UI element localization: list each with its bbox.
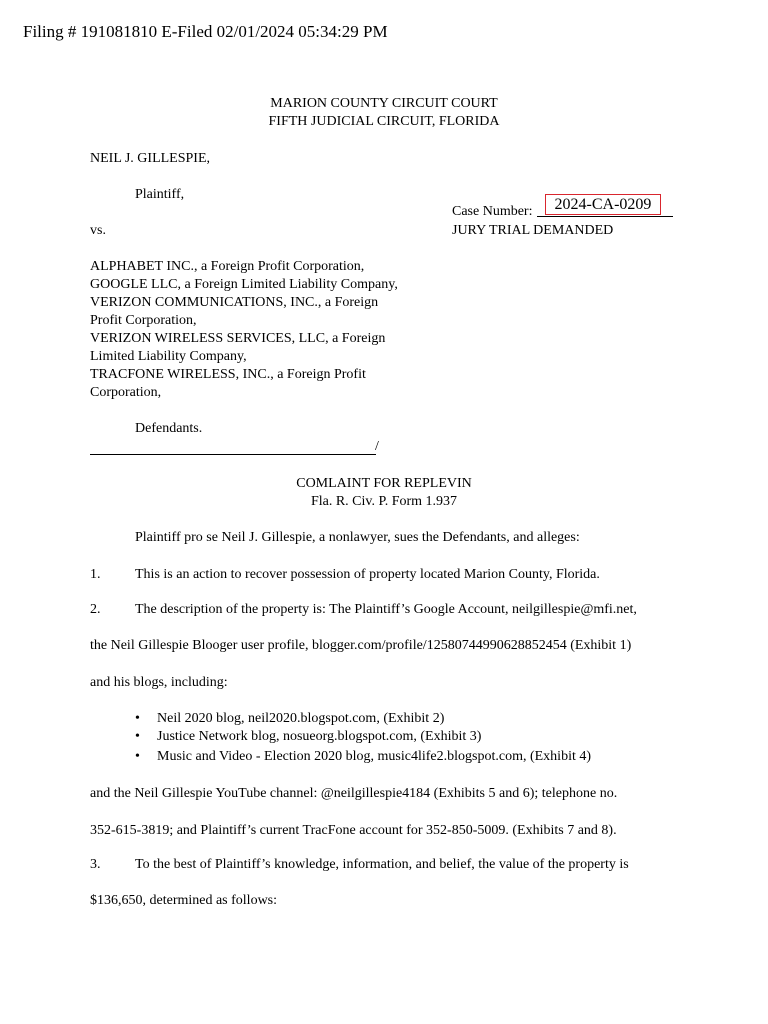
bullet-icon: • <box>135 749 140 764</box>
case-number-label: Case Number: <box>452 204 533 219</box>
defendant-line: Corporation, <box>90 385 162 400</box>
paragraph-3-line-2: $136,650, determined as follows: <box>90 893 278 908</box>
paragraph-2-line-5: 352-615-3819; and Plaintiff’s current TracFone account for 352-850-5009. (Exhibits 7 and 8). <box>90 823 617 838</box>
vs-label: vs. <box>90 223 106 238</box>
paragraph-3-number: 3. <box>90 857 101 872</box>
paragraph-2-line-2: the Neil Gillespie Blooger user profile, blogger.com/profile/12580744990628852454 (Exhibit 1) <box>90 638 632 653</box>
bullet-text: Justice Network blog, nosueorg.blogspot.com, (Exhibit 3) <box>157 729 482 744</box>
defendant-line: Profit Corporation, <box>90 313 197 328</box>
plaintiff-label: Plaintiff, <box>135 187 185 202</box>
paragraph-2-number: 2. <box>90 602 101 617</box>
paragraph-2-line-4: and the Neil Gillespie YouTube channel: @neilgillespie4184 (Exhibits 5 and 6); telephone no. <box>90 786 618 801</box>
paragraph-1-text: This is an action to recover possession of property located Marion County, Florida. <box>135 567 600 582</box>
court-circuit: FIFTH JUDICIAL CIRCUIT, FLORIDA <box>268 114 500 129</box>
paragraph-3-line-1: To the best of Plaintiff’s knowledge, information, and belief, the value of the property is <box>135 857 629 872</box>
bullet-text: Neil 2020 blog, neil2020.blogspot.com, (Exhibit 2) <box>157 711 445 726</box>
paragraph-2-line-1: The description of the property is: The Plaintiff’s Google Account, neilgillespie@mfi.net, <box>135 602 637 617</box>
bullet-icon: • <box>135 729 140 744</box>
intro-paragraph: Plaintiff pro se Neil J. Gillespie, a nonlawyer, sues the Defendants, and alleges: <box>135 530 580 545</box>
caption-slash: / <box>375 439 379 454</box>
defendant-line: VERIZON COMMUNICATIONS, INC., a Foreign <box>90 295 379 310</box>
case-number-underline <box>537 216 673 217</box>
defendant-line: ALPHABET INC., a Foreign Profit Corporation, <box>90 259 365 274</box>
court-name: MARION COUNTY CIRCUIT COURT <box>270 96 498 111</box>
document-subtitle: Fla. R. Civ. P. Form 1.937 <box>310 494 458 509</box>
bullet-text: Music and Video - Election 2020 blog, music4life2.blogspot.com, (Exhibit 4) <box>157 749 592 764</box>
defendants-label: Defendants. <box>135 421 203 436</box>
plaintiff-name: NEIL J. GILLESPIE, <box>90 151 211 166</box>
case-number-box: 2024-CA-0209 <box>545 194 661 215</box>
document-title: COMLAINT FOR REPLEVIN <box>296 476 472 491</box>
defendant-line: GOOGLE LLC, a Foreign Limited Liability Company, <box>90 277 398 292</box>
jury-demand: JURY TRIAL DEMANDED <box>452 223 614 238</box>
paragraph-1-number: 1. <box>90 567 101 582</box>
caption-signature-line <box>90 454 376 455</box>
defendant-line: Limited Liability Company, <box>90 349 247 364</box>
defendant-line: TRACFONE WIRELESS, INC., a Foreign Profit <box>90 367 366 382</box>
defendant-line: VERIZON WIRELESS SERVICES, LLC, a Foreign <box>90 331 386 346</box>
bullet-icon: • <box>135 711 140 726</box>
filing-stamp: Filing # 191081810 E-Filed 02/01/2024 05:34:29 PM <box>23 22 388 41</box>
paragraph-2-line-3: and his blogs, including: <box>90 675 228 690</box>
defendants-list <box>90 258 440 402</box>
